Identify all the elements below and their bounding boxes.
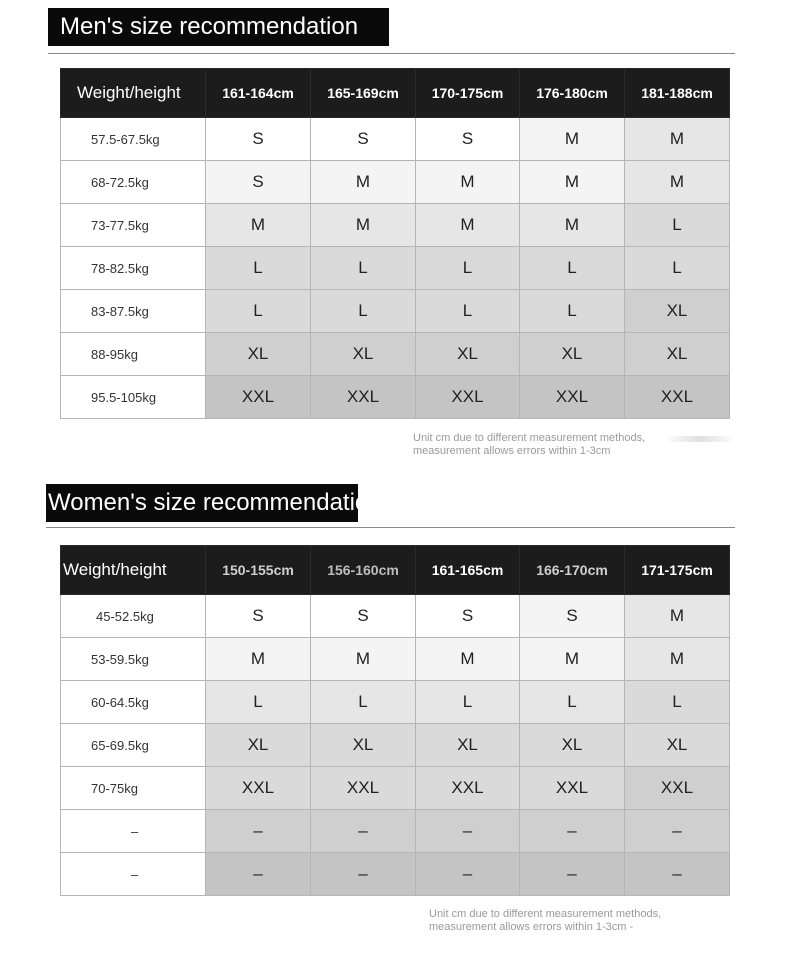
men-section-title: Men's size recommendation — [48, 8, 389, 46]
size-cell: M — [416, 161, 520, 204]
men-corner-label: Weight/height — [61, 69, 206, 118]
weight-label: 57.5-67.5kg — [61, 118, 206, 161]
size-cell: M — [520, 118, 625, 161]
size-cell: XXL — [416, 376, 520, 419]
men-size-table — [60, 68, 730, 419]
size-cell: S — [206, 118, 311, 161]
size-cell: L — [520, 290, 625, 333]
women-size-table — [60, 545, 730, 896]
size-cell: XL — [311, 724, 416, 767]
men-height-header: 165-169cm — [311, 69, 416, 118]
men-note-line1: Unit cm due to different measurement methods, — [413, 432, 646, 444]
size-cell: L — [311, 681, 416, 724]
size-cell: XXL — [520, 376, 625, 419]
size-cell: M — [520, 204, 625, 247]
table-row — [61, 724, 730, 767]
table-row — [61, 290, 730, 333]
size-cell: – — [520, 853, 625, 896]
size-cell: L — [520, 681, 625, 724]
table-row — [61, 810, 730, 853]
size-cell: – — [311, 810, 416, 853]
size-cell: L — [206, 247, 311, 290]
size-cell: XL — [625, 290, 730, 333]
women-header-row — [61, 546, 730, 595]
size-cell: XXL — [625, 376, 730, 419]
size-cell: XL — [206, 333, 311, 376]
size-cell: – — [520, 810, 625, 853]
men-note-blur-decoration — [665, 436, 735, 442]
size-cell: XXL — [311, 767, 416, 810]
table-row — [61, 333, 730, 376]
size-cell: M — [625, 118, 730, 161]
size-cell: M — [311, 638, 416, 681]
weight-label: – — [61, 853, 206, 896]
size-cell: S — [416, 118, 520, 161]
men-header-row — [61, 69, 730, 118]
size-cell: L — [416, 247, 520, 290]
table-row — [61, 853, 730, 896]
size-cell: – — [311, 853, 416, 896]
women-note-line1: Unit cm due to different measurement methods, — [429, 908, 662, 920]
size-cell: L — [206, 681, 311, 724]
table-row — [61, 247, 730, 290]
men-height-header: 170-175cm — [416, 69, 520, 118]
size-cell: – — [416, 810, 520, 853]
women-height-header: 161-165cm — [416, 546, 520, 595]
women-height-header: 171-175cm — [625, 546, 730, 595]
size-cell: L — [625, 247, 730, 290]
size-cell: L — [206, 290, 311, 333]
women-corner-label: Weight/height — [61, 546, 206, 595]
table-row — [61, 681, 730, 724]
size-cell: XL — [625, 724, 730, 767]
size-cell: – — [625, 853, 730, 896]
size-cell: S — [311, 595, 416, 638]
weight-label: – — [61, 810, 206, 853]
size-cell: XL — [625, 333, 730, 376]
size-cell: XXL — [416, 767, 520, 810]
size-cell: M — [206, 204, 311, 247]
size-cell: XL — [311, 333, 416, 376]
men-title-divider — [48, 53, 735, 54]
size-cell: M — [520, 638, 625, 681]
size-cell: L — [416, 290, 520, 333]
size-cell: L — [311, 290, 416, 333]
men-note-line2: measurement allows errors within 1-3cm — [413, 445, 611, 457]
size-cell: L — [625, 204, 730, 247]
size-cell: M — [416, 638, 520, 681]
size-cell: L — [520, 247, 625, 290]
size-cell: XL — [520, 724, 625, 767]
weight-label: 60-64.5kg — [61, 681, 206, 724]
size-cell: – — [206, 853, 311, 896]
size-cell: – — [625, 810, 730, 853]
size-cell: S — [206, 161, 311, 204]
size-cell: S — [311, 118, 416, 161]
size-cell: S — [520, 595, 625, 638]
size-cell: XXL — [311, 376, 416, 419]
size-cell: M — [625, 638, 730, 681]
size-cell: XL — [206, 724, 311, 767]
weight-label: 45-52.5kg — [61, 595, 206, 638]
size-cell: M — [311, 204, 416, 247]
size-cell: S — [206, 595, 311, 638]
women-measurement-note — [429, 908, 661, 934]
table-row — [61, 767, 730, 810]
men-height-header: 181-188cm — [625, 69, 730, 118]
size-cell: M — [206, 638, 311, 681]
size-cell: S — [416, 595, 520, 638]
size-cell: XXL — [520, 767, 625, 810]
table-row — [61, 161, 730, 204]
weight-label: 83-87.5kg — [61, 290, 206, 333]
size-cell: L — [625, 681, 730, 724]
women-section-title: Women's size recommendation — [46, 484, 358, 522]
men-measurement-note — [413, 432, 645, 458]
weight-label: 70-75kg — [61, 767, 206, 810]
men-height-header: 161-164cm — [206, 69, 311, 118]
size-cell: XL — [416, 724, 520, 767]
table-row — [61, 376, 730, 419]
men-height-header: 176-180cm — [520, 69, 625, 118]
weight-label: 95.5-105kg — [61, 376, 206, 419]
weight-label: 78-82.5kg — [61, 247, 206, 290]
size-cell: M — [311, 161, 416, 204]
size-cell: XXL — [625, 767, 730, 810]
women-height-header: 150-155cm — [206, 546, 311, 595]
table-row — [61, 638, 730, 681]
table-row — [61, 204, 730, 247]
table-row — [61, 595, 730, 638]
size-cell: – — [416, 853, 520, 896]
table-row — [61, 118, 730, 161]
size-cell: M — [625, 595, 730, 638]
weight-label: 88-95kg — [61, 333, 206, 376]
size-cell: – — [206, 810, 311, 853]
size-cell: XL — [520, 333, 625, 376]
women-title-divider — [46, 527, 735, 528]
weight-label: 53-59.5kg — [61, 638, 206, 681]
size-cell: M — [416, 204, 520, 247]
women-height-header: 166-170cm — [520, 546, 625, 595]
weight-label: 65-69.5kg — [61, 724, 206, 767]
size-cell: XL — [416, 333, 520, 376]
weight-label: 68-72.5kg — [61, 161, 206, 204]
size-cell: M — [625, 161, 730, 204]
weight-label: 73-77.5kg — [61, 204, 206, 247]
size-cell: L — [416, 681, 520, 724]
size-cell: XXL — [206, 767, 311, 810]
women-height-header: 156-160cm — [311, 546, 416, 595]
size-cell: L — [311, 247, 416, 290]
women-note-line2: measurement allows errors within 1-3cm - — [429, 921, 634, 933]
size-cell: XXL — [206, 376, 311, 419]
size-cell: M — [520, 161, 625, 204]
